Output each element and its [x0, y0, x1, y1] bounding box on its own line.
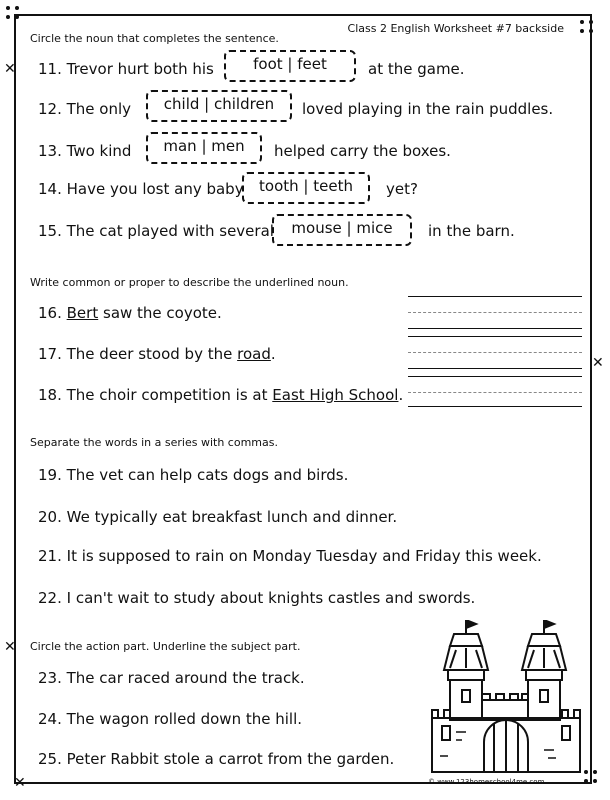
question-number: 19.	[38, 466, 62, 484]
answer-line[interactable]	[408, 368, 582, 369]
question-18	[38, 386, 403, 404]
guide-line	[408, 392, 582, 393]
underlined-noun: road	[237, 345, 271, 363]
footer-credit: © www.123homeschool4me.com	[428, 778, 545, 786]
question-19	[38, 466, 348, 484]
question-number: 18.	[38, 386, 62, 404]
question-number: 13.	[38, 142, 62, 160]
question-15	[38, 222, 274, 240]
question-number: 16.	[38, 304, 62, 322]
question-14	[38, 180, 244, 198]
answer-line[interactable]	[408, 296, 582, 297]
question-number: 22.	[38, 589, 62, 607]
cross-star-icon: ✕	[592, 355, 604, 371]
section2-instruction: Write common or proper to describe the underlined noun.	[30, 276, 349, 289]
question-number: 12.	[38, 100, 62, 118]
cross-star-icon: ✕	[14, 775, 26, 791]
choice-box[interactable]: man | men	[146, 132, 262, 164]
choice-box[interactable]: child | children	[146, 90, 292, 122]
cross-star-icon: ✕	[4, 61, 16, 77]
question-number: 11.	[38, 60, 62, 78]
question-text: Peter Rabbit stole a carrot from the garden.	[66, 750, 395, 768]
question-text-after: yet?	[386, 180, 418, 198]
choice-box[interactable]: mouse | mice	[272, 214, 412, 246]
question-number: 15.	[38, 222, 62, 240]
question-number: 20.	[38, 508, 62, 526]
underlined-noun: East High School	[272, 386, 399, 404]
question-number: 21.	[38, 547, 62, 565]
question-text: Trevor hurt both his	[66, 60, 214, 78]
guide-line	[408, 352, 582, 353]
punctuation: .	[398, 386, 404, 404]
answer-line[interactable]	[408, 336, 582, 337]
answer-line[interactable]	[408, 406, 582, 407]
question-25	[38, 750, 394, 768]
corner-dots-icon	[6, 6, 20, 20]
question-17	[38, 345, 276, 363]
section1-instruction: Circle the noun that completes the sentence.	[30, 32, 279, 45]
question-text: The cat played with several	[66, 222, 274, 240]
question-text: The wagon rolled down the hill.	[66, 710, 303, 728]
question-11	[38, 60, 214, 78]
question-24	[38, 710, 302, 728]
question-text-after: in the barn.	[428, 222, 515, 240]
question-number: 24.	[38, 710, 62, 728]
section3-instruction: Separate the words in a series with commas.	[30, 436, 278, 449]
left-tower-roof-top	[450, 634, 482, 646]
question-13	[38, 142, 131, 160]
question-text: The only	[66, 100, 132, 118]
question-23	[38, 669, 305, 687]
question-12	[38, 100, 131, 118]
question-number: 23.	[38, 669, 62, 687]
question-text: We typically eat breakfast lunch and dinner.	[66, 508, 398, 526]
question-text: The choir competition is at	[66, 386, 268, 404]
corner-dots-icon	[580, 20, 594, 34]
question-text: It is supposed to rain on Monday Tuesday and Friday this week.	[66, 547, 542, 565]
choice-box[interactable]: tooth | teeth	[242, 172, 370, 204]
section4-instruction: Circle the action part. Underline the subject part.	[30, 640, 301, 653]
question-text-after: loved playing in the rain puddles.	[302, 100, 554, 118]
question-16	[38, 304, 222, 322]
question-text: The deer stood by the	[66, 345, 233, 363]
question-text-after: helped carry the boxes.	[274, 142, 451, 160]
question-text: Have you lost any baby	[66, 180, 244, 198]
punctuation: .	[270, 345, 276, 363]
right-tower-roof-top	[528, 634, 560, 646]
question-21	[38, 547, 542, 565]
underlined-noun: Bert	[66, 304, 99, 322]
worksheet-header: Class 2 English Worksheet #7 backside	[347, 22, 564, 35]
question-number: 17.	[38, 345, 62, 363]
choice-box[interactable]: foot | feet	[224, 50, 356, 82]
question-text: saw the coyote.	[103, 304, 222, 322]
question-text-after: at the game.	[368, 60, 465, 78]
question-text: I can't wait to study about knights castles and swords.	[66, 589, 476, 607]
guide-line	[408, 312, 582, 313]
question-number: 14.	[38, 180, 62, 198]
question-22	[38, 589, 475, 607]
castle-illustration	[426, 620, 586, 775]
answer-line[interactable]	[408, 376, 582, 377]
cross-star-icon: ✕	[4, 639, 16, 655]
answer-line[interactable]	[408, 328, 582, 329]
question-number: 25.	[38, 750, 62, 768]
question-text: Two kind	[66, 142, 132, 160]
question-text: The vet can help cats dogs and birds.	[66, 466, 349, 484]
question-text: The car raced around the track.	[66, 669, 305, 687]
question-20	[38, 508, 397, 526]
corner-dots-icon	[584, 770, 598, 784]
